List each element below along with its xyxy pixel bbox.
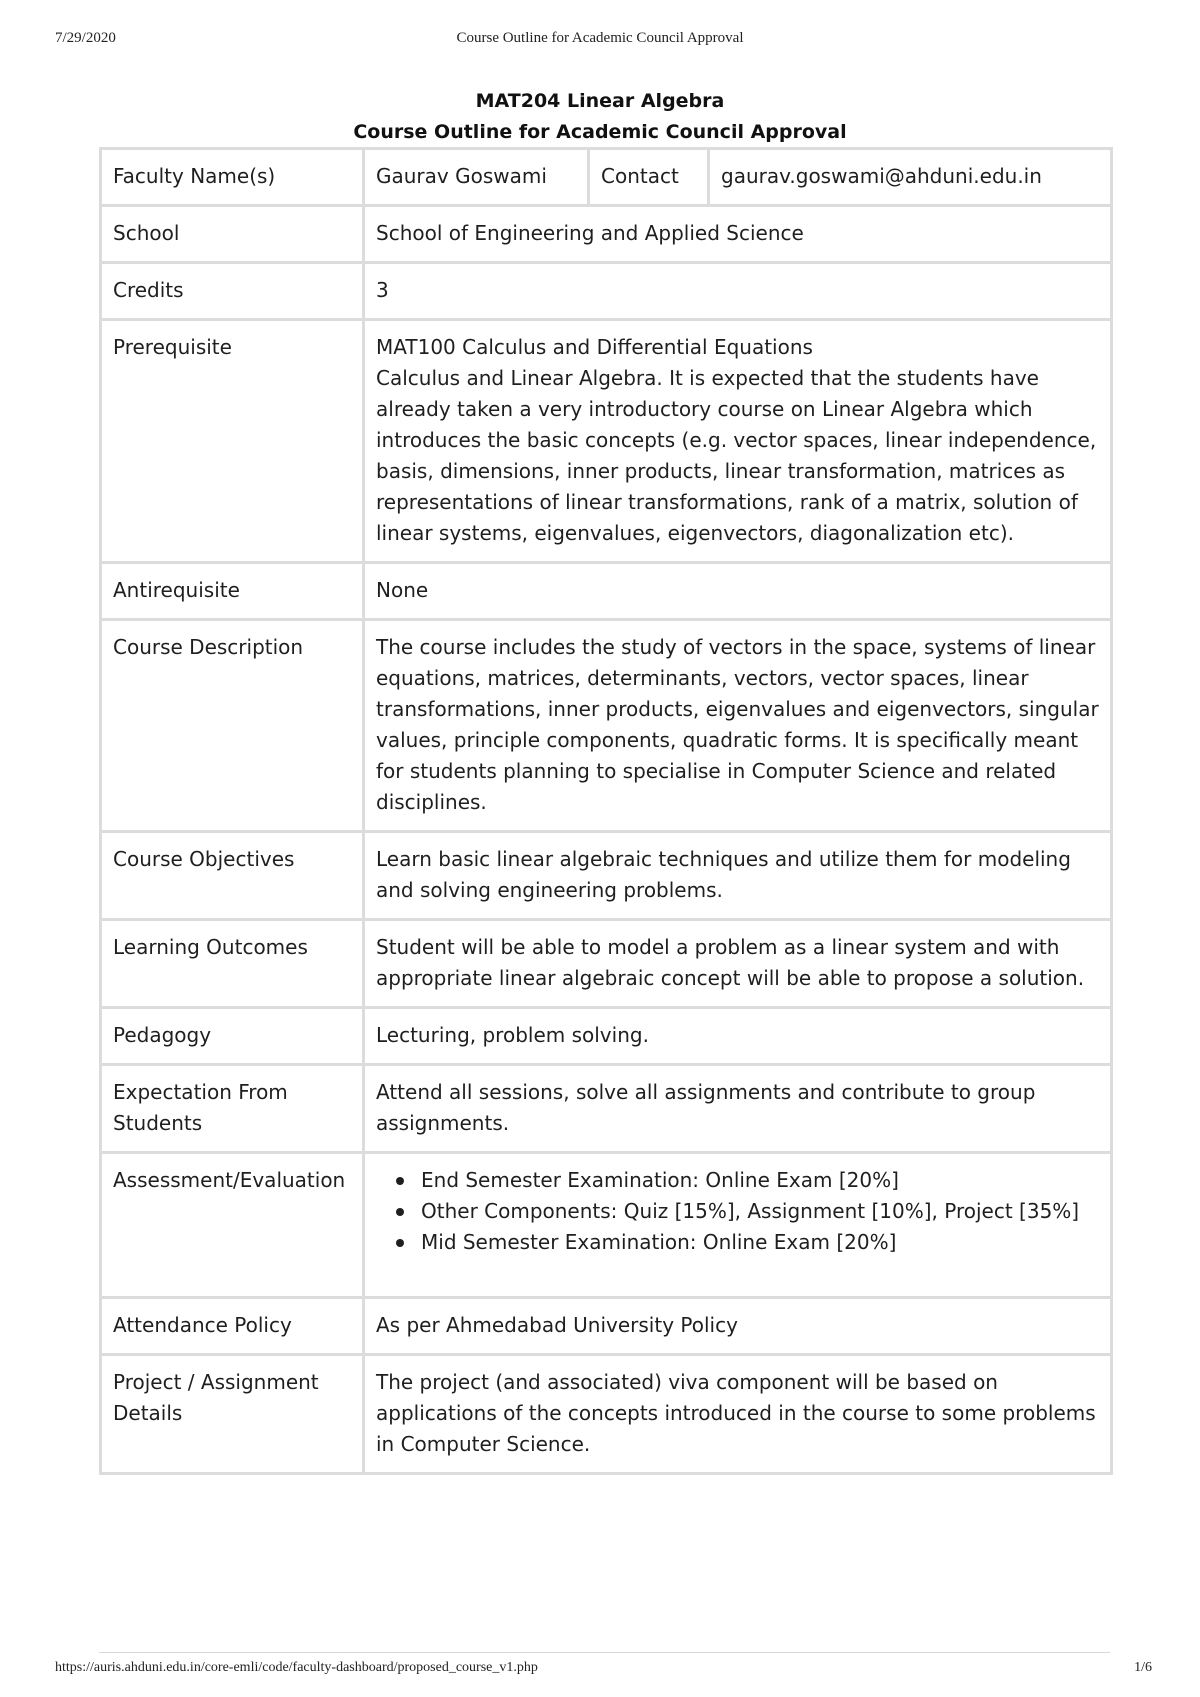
prerequisite-details: Calculus and Linear Algebra. It is expected that the students have already taken a very introductory course on Linear Algebra which introduces the basic concepts (e.g. vector spaces, linear independence, basis, dimensions, inner products, linear transformation, matrices as representations of linear transformations, rank of a matrix, solution of linear systems, eigenvalues, eigenvectors, diagonalization etc). bbox=[376, 366, 1097, 545]
antirequisite-label: Antirequisite bbox=[101, 563, 364, 620]
pedagogy-label: Pedagogy bbox=[101, 1008, 364, 1065]
credits-value: 3 bbox=[364, 263, 1112, 320]
expectation-value: Attend all sessions, solve all assignments and contribute to group assignments. bbox=[364, 1065, 1112, 1153]
description-value: The course includes the study of vectors in the space, systems of linear equations, matrices, determinants, vectors, vector spaces, linear transformations, inner products, eigenvalues and eigenvectors, singular values, principle components, quadratic forms. It is specifically meant for students planning to specialise in Computer Science and related disciplines. bbox=[364, 620, 1112, 832]
print-header bbox=[0, 30, 1200, 52]
table-row-outcomes bbox=[101, 920, 1112, 1008]
table-row-expectation bbox=[101, 1065, 1112, 1153]
list-item: Other Components: Quiz [15%], Assignment [10%], Project [35%] bbox=[421, 1196, 1099, 1227]
print-title: Course Outline for Academic Council Approval bbox=[456, 30, 744, 46]
assessment-list bbox=[376, 1165, 1099, 1258]
table-row-objectives bbox=[101, 832, 1112, 920]
course-outline-table bbox=[99, 147, 1113, 1475]
faculty-label: Faculty Name(s) bbox=[101, 149, 364, 206]
document-subtitle: Course Outline for Academic Council Approval bbox=[353, 121, 847, 143]
table-row-credits bbox=[101, 263, 1112, 320]
print-url: https://auris.ahduni.edu.in/core-emli/code/faculty-dashboard/proposed_course_v1.php bbox=[55, 1660, 538, 1675]
footer-divider bbox=[99, 1652, 1110, 1653]
assessment-value bbox=[364, 1153, 1112, 1298]
contact-label: Contact bbox=[589, 149, 709, 206]
assessment-label: Assessment/Evaluation bbox=[101, 1153, 364, 1298]
print-footer bbox=[0, 1660, 1200, 1682]
description-label: Course Description bbox=[101, 620, 364, 832]
outcomes-value: Student will be able to model a problem as a linear system and with appropriate linear algebraic concept will be able to propose a solution. bbox=[364, 920, 1112, 1008]
objectives-value: Learn basic linear algebraic techniques and utilize them for modeling and solving engineering problems. bbox=[364, 832, 1112, 920]
table-row-attendance bbox=[101, 1298, 1112, 1355]
table-row-description bbox=[101, 620, 1112, 832]
table-row-assessment bbox=[101, 1153, 1112, 1298]
faculty-email: gaurav.goswami@ahduni.edu.in bbox=[709, 149, 1112, 206]
project-value: The project (and associated) viva component will be based on applications of the concepts introduced in the course to some problems in Computer Science. bbox=[364, 1355, 1112, 1474]
table-row-project bbox=[101, 1355, 1112, 1474]
faculty-name: Gaurav Goswami bbox=[364, 149, 589, 206]
list-item: Mid Semester Examination: Online Exam [20%] bbox=[421, 1227, 1099, 1258]
expectation-label: Expectation From Students bbox=[101, 1065, 364, 1153]
attendance-value: As per Ahmedabad University Policy bbox=[364, 1298, 1112, 1355]
prerequisite-label: Prerequisite bbox=[101, 320, 364, 563]
school-value: School of Engineering and Applied Science bbox=[364, 206, 1112, 263]
table-row-pedagogy bbox=[101, 1008, 1112, 1065]
antirequisite-value: None bbox=[364, 563, 1112, 620]
course-title: MAT204 Linear Algebra bbox=[475, 90, 725, 112]
list-item: End Semester Examination: Online Exam [20%] bbox=[421, 1165, 1099, 1196]
print-date: 7/29/2020 bbox=[55, 30, 116, 46]
project-label: Project / Assignment Details bbox=[101, 1355, 364, 1474]
table-row-faculty bbox=[101, 149, 1112, 206]
table-row-school bbox=[101, 206, 1112, 263]
pedagogy-value: Lecturing, problem solving. bbox=[364, 1008, 1112, 1065]
school-label: School bbox=[101, 206, 364, 263]
objectives-label: Course Objectives bbox=[101, 832, 364, 920]
document-title bbox=[0, 86, 1200, 148]
page-number: 1/6 bbox=[1134, 1660, 1152, 1675]
table-row-prerequisite bbox=[101, 320, 1112, 563]
attendance-label: Attendance Policy bbox=[101, 1298, 364, 1355]
table-row-antirequisite bbox=[101, 563, 1112, 620]
prerequisite-value bbox=[364, 320, 1112, 563]
credits-label: Credits bbox=[101, 263, 364, 320]
outcomes-label: Learning Outcomes bbox=[101, 920, 364, 1008]
prerequisite-course: MAT100 Calculus and Differential Equations bbox=[376, 335, 813, 359]
